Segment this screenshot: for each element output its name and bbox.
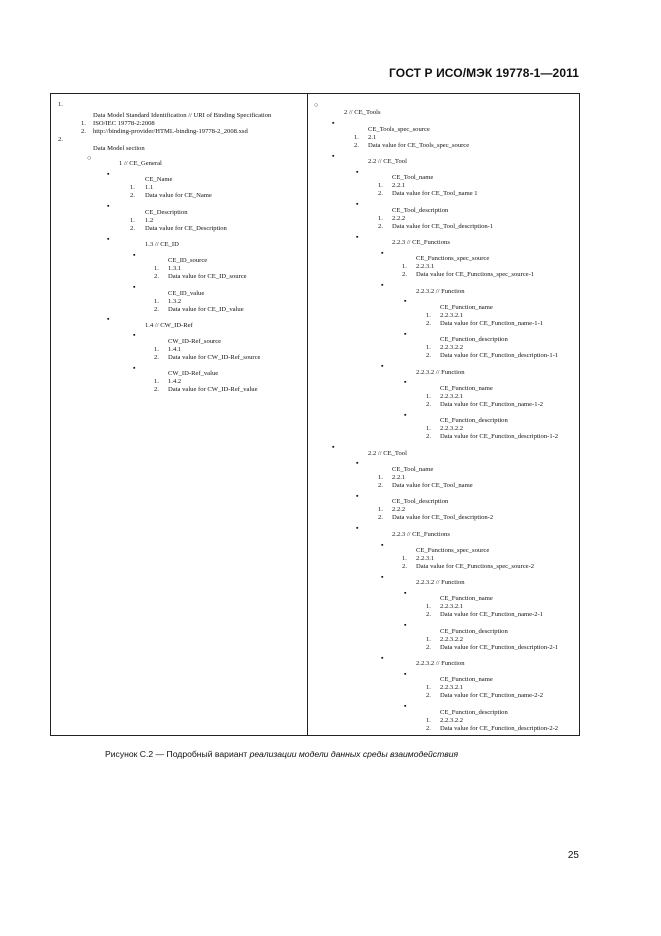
right-column-entry: 2.2.3.2 // Function bbox=[416, 660, 465, 667]
left-column-entry: Data value for CE_ID_value bbox=[168, 306, 244, 313]
right-column-entry: CE_Function_name bbox=[440, 595, 493, 602]
left-column-entry: 1.1 bbox=[145, 184, 154, 191]
caption-prefix: Рисунок С.2 — Подробный вариант bbox=[105, 749, 250, 759]
left-column-entry: 2. bbox=[154, 306, 159, 313]
left-column-entry: 2. bbox=[81, 128, 86, 135]
right-column-bullet-icon: ○ bbox=[314, 101, 319, 109]
left-column-entry: 1. bbox=[58, 101, 63, 108]
right-column-bullet-icon: ▪ bbox=[381, 541, 384, 549]
right-column-bullet-icon: ▪ bbox=[404, 670, 407, 678]
right-column-entry: Data value for CE_Functions_spec_source-1 bbox=[416, 271, 535, 278]
left-column-entry: 1.3.2 bbox=[168, 298, 182, 305]
left-column-entry: 1. bbox=[81, 120, 86, 127]
right-column-entry: 1. bbox=[402, 263, 407, 270]
right-column-bullet-icon: ▪ bbox=[381, 249, 384, 257]
right-column-entry: CE_Function_description bbox=[440, 628, 508, 635]
right-column-bullet-icon: ▪ bbox=[404, 702, 407, 710]
right-column-entry: 2.2.3.2.1 bbox=[440, 393, 464, 400]
right-column-bullet-icon: ▪ bbox=[356, 492, 359, 500]
right-column-bullet-icon: ▪ bbox=[356, 233, 359, 241]
left-column-entry: Data Model section bbox=[93, 145, 145, 152]
right-column-entry: 2.2.3.2.1 bbox=[440, 312, 464, 319]
right-column-entry: 1. bbox=[378, 506, 383, 513]
right-column-entry: 1. bbox=[426, 393, 431, 400]
left-column-entry: Data Model Standard Identification // URI of Binding Specification bbox=[93, 112, 272, 119]
left-column-bullet-icon: ▪ bbox=[107, 235, 110, 243]
right-column-entry: 2.2.3.1 bbox=[416, 555, 435, 562]
right-column-entry: 2.2.3.1 bbox=[416, 263, 435, 270]
right-column-entry: 2. bbox=[378, 482, 383, 489]
right-column-entry: 2. bbox=[402, 563, 407, 570]
left-column-entry: Data value for CW_ID-Ref_value bbox=[168, 386, 258, 393]
right-column-bullet-icon: ▪ bbox=[356, 524, 359, 532]
right-column-entry: Data value for CE_Tool_name 1 bbox=[392, 190, 478, 197]
right-column-entry: CE_Tool_name bbox=[392, 174, 434, 181]
right-column-bullet-icon: ▪ bbox=[381, 281, 384, 289]
left-column-entry: 1. bbox=[154, 298, 159, 305]
right-column-entry: 1. bbox=[378, 182, 383, 189]
left-column-entry: http://binding-provider/HTML-binding-19778-2_2008.xsd bbox=[93, 128, 248, 135]
right-column-entry: CE_Function_description bbox=[440, 336, 508, 343]
right-column-entry: 2.2.3.2.2 bbox=[440, 717, 464, 724]
left-column-entry: Data value for CE_Name bbox=[145, 192, 212, 199]
caption-italic: реализации модели данных среды взаимодействия bbox=[249, 749, 459, 759]
right-column-entry: 2. bbox=[402, 271, 407, 278]
right-column-entry: 1. bbox=[426, 603, 431, 610]
right-column-entry: Data value for CE_Function_name-2-2 bbox=[440, 692, 544, 699]
right-column-entry: CE_Tool_description bbox=[392, 498, 449, 505]
left-column-entry: 1.3.1 bbox=[168, 265, 182, 272]
left-column-entry: CE_ID_source bbox=[168, 257, 208, 264]
left-column-entry: 2. bbox=[154, 273, 159, 280]
right-column-entry: 2.2.3.2.1 bbox=[440, 684, 464, 691]
right-column-entry: 1. bbox=[354, 134, 359, 141]
right-column-entry: CE_Functions_spec_source bbox=[416, 547, 490, 554]
right-column-bullet-icon: ▪ bbox=[404, 411, 407, 419]
right-column-entry: 2.2.3.2 // Function bbox=[416, 579, 465, 586]
right-column-entry: 1. bbox=[426, 344, 431, 351]
left-column-entry: 2. bbox=[154, 386, 159, 393]
figure-frame bbox=[50, 93, 580, 736]
right-column-entry: Data value for CE_Tool_description-2 bbox=[392, 514, 494, 521]
right-column-bullet-icon: ▪ bbox=[381, 362, 384, 370]
right-column-bullet-icon: ▪ bbox=[356, 459, 359, 467]
right-column-entry: 2. bbox=[378, 190, 383, 197]
right-column-entry: Data value for CE_Tools_spec_source bbox=[368, 142, 470, 149]
right-column-entry: 2.2.2 bbox=[392, 506, 406, 513]
left-column-entry: CE_Name bbox=[145, 176, 173, 183]
right-column-entry: 2. bbox=[426, 401, 431, 408]
right-column-entry: 2 // CE_Tools bbox=[344, 109, 381, 116]
right-column-entry: 2. bbox=[426, 433, 431, 440]
right-column-entry: Data value for CE_Tool_description-1 bbox=[392, 223, 494, 230]
right-column-entry: 1. bbox=[426, 684, 431, 691]
left-column-entry: CW_ID-Ref_source bbox=[168, 338, 222, 345]
left-column-entry: 1.4.1 bbox=[168, 346, 182, 353]
right-column-entry: 2.2 // CE_Tool bbox=[368, 158, 407, 165]
right-column-bullet-icon: ▪ bbox=[381, 654, 384, 662]
right-column-entry: 1. bbox=[378, 215, 383, 222]
right-column-entry: Data value for CE_Function_name-1-1 bbox=[440, 320, 544, 327]
figure-caption bbox=[105, 749, 458, 759]
left-column-entry: 1. bbox=[154, 265, 159, 272]
right-column-entry: 2.2.1 bbox=[392, 474, 406, 481]
left-column-entry: 1. bbox=[154, 346, 159, 353]
right-column-bullet-icon: ▪ bbox=[332, 443, 335, 451]
left-column-entry: CW_ID-Ref_value bbox=[168, 370, 219, 377]
right-column-bullet-icon: ▪ bbox=[332, 119, 335, 127]
right-column-entry: Data value for CE_Function_description-2-1 bbox=[440, 644, 559, 651]
left-column-entry: Data value for CW_ID-Ref_source bbox=[168, 354, 261, 361]
right-column-entry: 2.1 bbox=[368, 134, 377, 141]
right-column-entry: Data value for CE_Function_name-1-2 bbox=[440, 401, 544, 408]
document-header: ГОСТ Р ИСО/МЭК 19778-1—2011 bbox=[389, 66, 579, 80]
left-column-entry: 2. bbox=[130, 225, 135, 232]
right-column-entry: Data value for CE_Tool_name bbox=[392, 482, 473, 489]
right-column-entry: Data value for CE_Function_description-1-2 bbox=[440, 433, 559, 440]
left-column-entry: 1 // CE_General bbox=[119, 160, 162, 167]
right-column-entry: 2.2.3 // CE_Functions bbox=[392, 239, 450, 246]
right-column-entry: Data value for CE_Function_description-1-1 bbox=[440, 352, 559, 359]
right-column-entry: 2. bbox=[426, 611, 431, 618]
right-column-bullet-icon: ▪ bbox=[404, 621, 407, 629]
right-column-bullet-icon: ▪ bbox=[381, 573, 384, 581]
left-column-entry: 1.4.2 bbox=[168, 378, 182, 385]
left-column-entry: 1. bbox=[154, 378, 159, 385]
right-column-entry: CE_Function_name bbox=[440, 304, 493, 311]
left-column-entry: 1. bbox=[130, 217, 135, 224]
right-column-bullet-icon: ▪ bbox=[356, 200, 359, 208]
left-column-entry: CE_Description bbox=[145, 209, 188, 216]
right-column-entry: CE_Function_description bbox=[440, 417, 508, 424]
left-column-entry: ISO/IEC 19778-2:2008 bbox=[93, 120, 155, 127]
left-column-entry: 2. bbox=[58, 136, 63, 143]
right-column-entry: 2. bbox=[378, 223, 383, 230]
right-column-entry: 2. bbox=[378, 514, 383, 521]
right-column-entry: 1. bbox=[426, 717, 431, 724]
right-column-entry: CE_Function_name bbox=[440, 676, 493, 683]
left-column bbox=[51, 94, 307, 735]
left-column-entry: Data value for CE_ID_source bbox=[168, 273, 247, 280]
right-column-entry: CE_Functions_spec_source bbox=[416, 255, 490, 262]
right-column-bullet-icon: ▪ bbox=[404, 378, 407, 386]
left-column-entry: CE_ID_value bbox=[168, 290, 205, 297]
right-column-entry: Data value for CE_Function_name-2-1 bbox=[440, 611, 544, 618]
right-column-entry: 2.2.3.2.2 bbox=[440, 636, 464, 643]
right-column-entry: 2. bbox=[426, 352, 431, 359]
left-column-bullet-icon: ▪ bbox=[133, 251, 136, 259]
right-column-bullet-icon: ▪ bbox=[404, 297, 407, 305]
left-column-bullet-icon: ▪ bbox=[107, 170, 110, 178]
right-column-entry: CE_Tool_description bbox=[392, 207, 449, 214]
right-column-bullet-icon: ▪ bbox=[404, 330, 407, 338]
right-column-entry: 2.2.3.2.1 bbox=[440, 603, 464, 610]
right-column-entry: 1. bbox=[426, 425, 431, 432]
right-column-entry: 2.2.3 // CE_Functions bbox=[392, 531, 450, 538]
right-column-entry: CE_Function_name bbox=[440, 385, 493, 392]
right-column-entry: 2.2.1 bbox=[392, 182, 406, 189]
left-column-entry: 1. bbox=[130, 184, 135, 191]
left-column-bullet-icon: ▪ bbox=[133, 331, 136, 339]
right-column-entry: CE_Function_description bbox=[440, 709, 508, 716]
left-column-entry: 1.3 // CE_ID bbox=[145, 241, 179, 248]
right-column-entry: 2. bbox=[426, 320, 431, 327]
left-column-entry: 2. bbox=[130, 192, 135, 199]
right-column-entry: 2. bbox=[426, 725, 431, 732]
page-number: 25 bbox=[567, 850, 579, 861]
right-column-bullet-icon: ▪ bbox=[332, 152, 335, 160]
right-column-entry: 2. bbox=[426, 644, 431, 651]
left-column-bullet-icon: ▪ bbox=[107, 202, 110, 210]
right-column-entry: 2.2.3.2.2 bbox=[440, 425, 464, 432]
right-column-entry: 1. bbox=[378, 474, 383, 481]
right-column-entry: 1. bbox=[426, 636, 431, 643]
left-column-entry: 2. bbox=[154, 354, 159, 361]
right-column-entry: 2.2.3.2.2 bbox=[440, 344, 464, 351]
right-column bbox=[308, 94, 579, 735]
left-column-entry: Data value for CE_Description bbox=[145, 225, 227, 232]
left-column-bullet-icon: ▪ bbox=[133, 283, 136, 291]
left-column-bullet-icon: ▪ bbox=[133, 364, 136, 372]
left-column-bullet-icon: ▪ bbox=[107, 315, 110, 323]
right-column-bullet-icon: ▪ bbox=[356, 168, 359, 176]
right-column-entry: 2.2.3.2 // Function bbox=[416, 288, 465, 295]
right-column-entry: Data value for CE_Function_description-2-2 bbox=[440, 725, 559, 732]
right-column-entry: 2.2.2 bbox=[392, 215, 406, 222]
right-column-entry: 1. bbox=[426, 312, 431, 319]
right-column-entry: 1. bbox=[402, 555, 407, 562]
right-column-entry: CE_Tools_spec_source bbox=[368, 126, 430, 133]
left-column-bullet-icon: ○ bbox=[87, 154, 92, 162]
left-column-entry: 1.2 bbox=[145, 217, 154, 224]
right-column-entry: CE_Tool_name bbox=[392, 466, 434, 473]
right-column-entry: 2.2.3.2 // Function bbox=[416, 369, 465, 376]
right-column-entry: Data value for CE_Functions_spec_source-2 bbox=[416, 563, 535, 570]
right-column-bullet-icon: ▪ bbox=[404, 589, 407, 597]
left-column-entry: 1.4 // CW_ID-Ref bbox=[145, 322, 193, 329]
right-column-entry: 2.2 // CE_Tool bbox=[368, 450, 407, 457]
right-column-entry: 2. bbox=[354, 142, 359, 149]
right-column-entry: 2. bbox=[426, 692, 431, 699]
